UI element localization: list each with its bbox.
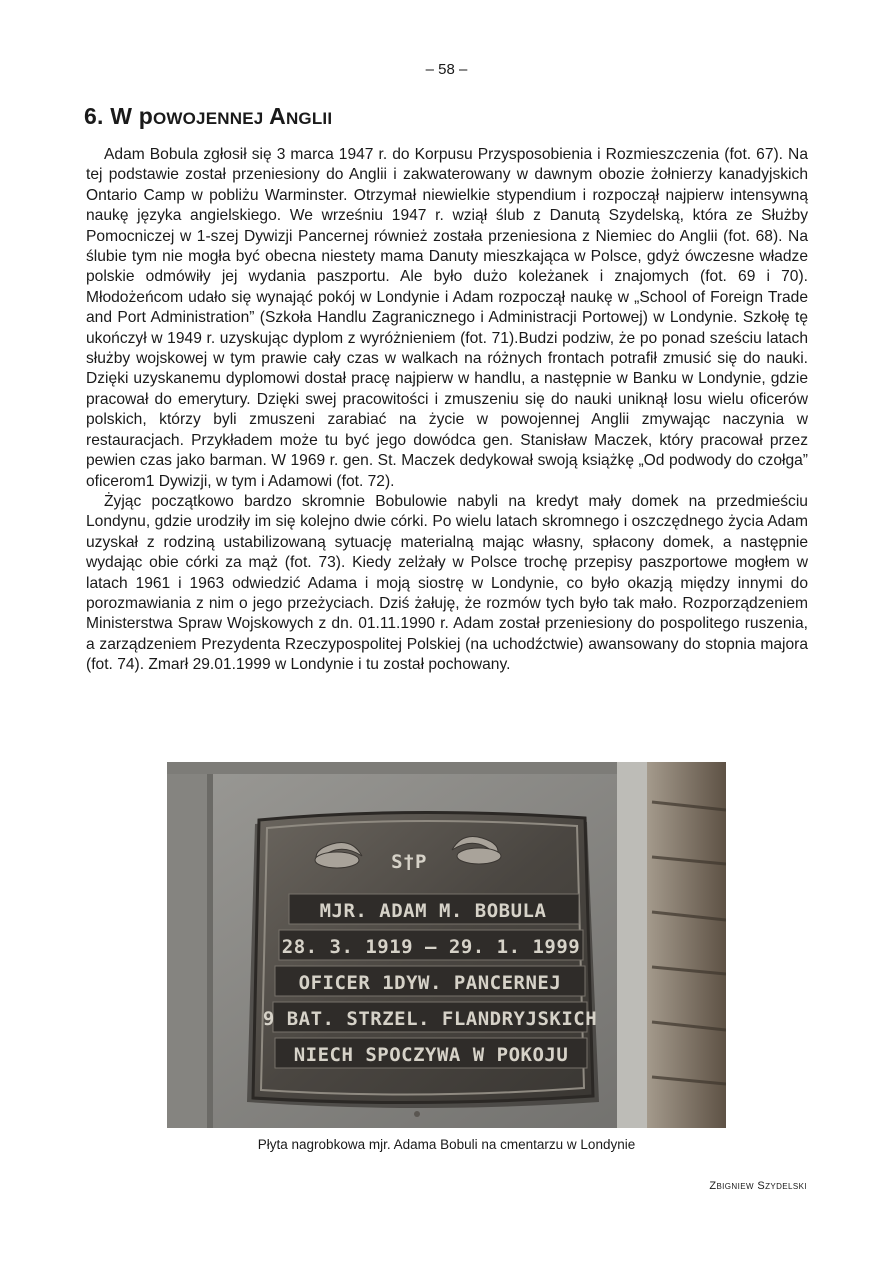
paragraph: Adam Bobula zgłosił się 3 marca 1947 r. do Korpusu Przysposobienia i Rozmieszczenia (fot. 67). Na tej podstawie został przeniesiony do Anglii i zakwaterowany w dawnym obozie żołnierzy kanadyjskich Ontario Camp w pobliżu Warminster. Otrzymał niewielkie stypendium i rozpoczął najpierw intensywną naukę języka angielskiego. We wrześniu 1947 r. wziął ślub z Danutą Szydelską, która ze Służby Pomocniczej w 1-szej Dywizji Pancernej również została przeniesiona z Niemiec do Anglii (fot. 68). Na ślubie tym nie mogła być obecna niestety mama Danuty mieszkająca w Polsce, gdyż ówczesne władze polskie odmówiły jej wydania paszportu. Ale było dużo koleżanek i znajomych (fot. 69 i 70). Młodożeńcom udało się wynająć pokój w Londynie i Adam rozpoczął naukę w „School of Foreign Trade and Port Administration” (Szkoła Handlu Zagranicznego i Administracji Portowej) w Londynie. Szkołę tę ukończył w 1949 r. uzyskując dyplom z wyróżnieniem (fot. 71).Budzi podziw, że po ponad sześciu latach służby wojskowej w tym prawie cały czas w walkach na różnych frontach potrafił zmusić się do nauki. Dzięki uzyskanemu dyplomowi dostał pracę najpierw w handlu, a następnie w Banku w Londynie, gdzie pracował do emerytury. Dzięki swej pracowitości i zmuszeniu się do nauki uniknął losu wielu oficerów polskich, którzy byli zmuszeni zarabiać na życie w powojennej Anglii zmywając naczynia w restauracjach. Przykładem może tu być jego dowódca gen. Stanisław Maczek, który pracował przez pewien czas jako barman. W 1969 r. gen. St. Maczek dedykował swoją książkę „Od podwody do czołga” oficerom1 Dywizji, w tym i Adamowi (fot. 72). (86, 146, 808, 490)
page-number: – 58 – (425, 61, 468, 78)
plate-line: 28. 3. 1919 — 29. 1. 1999 (281, 936, 581, 958)
plate-line: NIECH SPOCZYWA W POKOJU (293, 1044, 569, 1066)
plate-line: MJR. ADAM M. BOBULA (319, 900, 547, 922)
chapter-title-text: 6. W pOWOJENNEJ ANGLII (84, 103, 333, 129)
plate-line: 9 BAT. STRZEL. FLANDRYJSKICH (262, 1008, 598, 1030)
author-name: Zbigniew Szydelski (709, 1180, 807, 1192)
gravestone-plaque-photo (167, 762, 726, 1128)
chapter-title (84, 103, 332, 130)
paragraph: Żyjąc początkowo bardzo skromnie Bobulowie nabyli na kredyt mały domek na przedmieściu Londynu, gdzie urodziły im się kolejno dwie córki. Po wielu latach skromnego i oszczędnego życia Adam uzyskał z rodziną ustabilizowaną sytuację materialną mając własny, spłacony domek, a następnie wydając obie córki za mąż (fot. 73). Kiedy zelżały w Polsce trochę przepisy paszportowe mogłem w latach 1961 i 1963 odwiedzić Adama i moją siostrę w Londynie, co było okazją między innymi do porozmawiania z nim o jego przeżyciach. Dziś żałuję, że rozmów tych było tak mało. Rozporządzeniem Ministerstwa Spraw Wojskowych z dn. 01.11.1990 r. Adam został przeniesiony do pospolitego ruszenia, a zarządzeniem Prezydenta Rzeczypospolitej Polskiej (na uchodźctwie) awansowany do stopnia majora (fot. 74). Zmarł 29.01.1999 w Londynie i tu został pochowany. (86, 492, 808, 674)
plate-header: S†P (391, 851, 427, 873)
plate-line: OFICER 1DYW. PANCERNEJ (298, 972, 562, 994)
figure-caption: Płyta nagrobkowa mjr. Adama Bobuli na cmentarzu w Londynie (257, 1137, 636, 1152)
body-text (86, 145, 808, 676)
